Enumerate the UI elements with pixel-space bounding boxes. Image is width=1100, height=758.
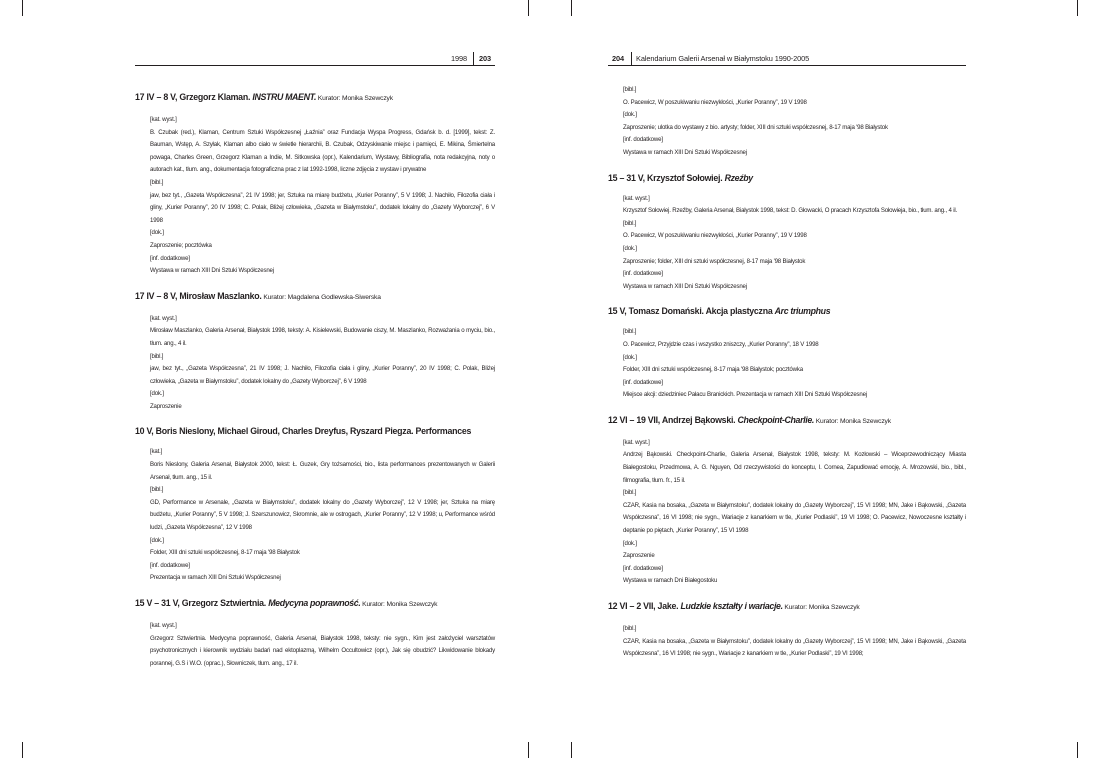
crop-mark [22,0,23,16]
entry-line: [dok.] [150,390,164,398]
entry-line: [kat. wyst.] [150,314,177,322]
entry-line: [inf. dodatkowe] [623,270,663,278]
calendar-entry [608,172,966,294]
left-page [135,0,495,758]
entry-exhibition-title: Checkpoint-Charlie. [737,414,814,425]
entry-line: [inf. dodatkowe] [150,254,190,262]
entry-line: [dok.] [623,353,637,361]
entry-line: Wystawa w ramach XIII Dni Sztuki Współczesnej [623,282,747,290]
page-number: 204 [612,54,625,63]
entry-exhibition-title: Ludzkie kształty i wariacje. [680,601,783,611]
crop-mark [528,742,529,758]
entry-line: [bibl.] [150,486,164,494]
entry-line: Wystawa w ramach XIII Dni Sztuki Współczesnej [150,267,274,275]
crop-mark [571,0,572,16]
running-title: Kalendarium Galerii Arsenał w Białymstoku 1990-2005 [636,54,810,63]
entry-line: Zaproszenie [623,552,655,560]
calendar-entry [608,305,966,402]
entry-line: Grzegorz Sztwiertnia. Medycyna poprawność, Galeria Arsenał, Białystok 1998, teksty: nie sygn., Kim jest założyciel warsztatów psychotronicznych i kierownik wydziału badań nad ektoplazmą, Wilhelm Occultowicz (opr.), Jak się obudzić? Likwidowanie blokady porannej, G.S i W.O. (oprac.), Słowniczek, tłum. ang., 17 il. [150,634,495,667]
entry-line: [kat. wyst.] [150,622,177,629]
entry-line: Miejsce akcji: dziedziniec Pałacu Branickich. Prezentacja w ramach XIII Dni Sztuki Współczesnej [623,391,868,399]
entry-date-artist: 17 IV – 8 V, Mirosław Maszlanko. [135,290,262,301]
running-header [135,52,495,65]
entry-line: [inf. dodatkowe] [623,564,663,572]
entry-body [135,620,495,670]
entry-exhibition-title: INSTRU MAENT. [252,92,317,102]
entry-curator: Kurator: Monika Szewczyk [814,417,891,425]
right-page-content [608,84,966,673]
header-separator [473,52,474,65]
left-page-content [135,91,495,682]
entry-line: jaw, bez tyt., „Gazeta Współczesna”, 21 IV 1998; J. Nachiło, Filozofia ciała i gliny, „Kurier Poranny”, 20 IV 1998; C. Polak, Bliżej człowieka, „Gazeta w Białymstoku”, dodatek lokalny do „Gazety Wyborczej”, 6 V 1998 [150,365,495,385]
entry-exhibition-title: Arc triumphus [774,306,831,317]
entry-line: O. Pacewicz, W poszukiwaniu niezwykłości, „Kurier Poranny”, 19 V 1998 [623,232,807,240]
page-number: 203 [478,54,491,63]
header-rule [608,65,966,66]
entry-line: Andrzej Bąkowski. Checkpoint-Charlie, Galeria Arsenał, Białystok 1998, teksty: M. Kozłowski – Wiceprzewodniczący Miasta Białegostoku, Przedmowa, A. G. Nguyen, Od rzeczywistości do konceptu, I. Cornea, Zapudłować emocję, A. Mrozowski, bio., bibl., filmografia, tłum. fr., 15 il. [623,451,966,484]
crop-mark [571,742,572,758]
entry-line: [bibl.] [623,219,637,227]
calendar-entry [135,91,495,278]
calendar-entry [135,425,495,585]
entry-heading [608,414,966,428]
calendar-entry [608,414,966,588]
entry-body [608,326,966,402]
entry-line: [bibl.] [150,178,164,186]
entry-line: [dok.] [150,536,164,544]
entry-line: Zaproszenie; pocztówka [150,241,212,249]
entry-line: [dok.] [150,229,164,237]
entry-heading [135,425,495,437]
entry-line: CZAR, Kasia na bosaka, „Gazeta w Białymstoku”, dodatek lokalny do „Gazety Wyborczej”, 15 VI 1998; MN, Jake i Bąkowski, „Gazeta Współczesna”, 16 VI 1998; nie sygn., Wariacje z kanarkiem w tle, „Kurier Podlaski”, 19 VI 1998; O. Pacewicz, Nowoczesne kształty i deptanie po piętach, „Kurier Poranny”, 15 VI 1998 [623,501,966,535]
header-separator [631,52,632,65]
entry-line: O. Pacewicz, Przyjdzie czas i wszystko zniszczy, „Kurier Poranny”, 18 V 1998 [623,340,819,348]
crop-mark [22,742,23,758]
entry-line: [inf. dodatkowe] [623,378,663,386]
entry-line: [bibl.] [623,625,637,632]
entry-line: Boris Nieslony, Galeria Arsenał, Białystok 2000, tekst: Ł. Guzek, Gry tożsamości, bio., lista performances prezentowanych w Galerii Arsenał, tłum. ang., 15 il. [150,461,495,481]
entry-line: [kat.] [150,448,163,456]
entry-date-artist: 15 V – 31 V, Grzegorz Sztwiertnia. [135,598,269,608]
entry-body [135,114,495,278]
entry-date-artist: 12 VI – 2 VII, Jake. [608,601,681,611]
calendar-entry [608,600,966,661]
entry-line: [bibl.] [623,489,637,497]
entry-line: Folder, XIII dni sztuki współczesnej, 8-17 maja '98 Białystok; pocztówka [623,366,803,374]
entry-body [608,84,966,160]
entry-line: [bibl.] [623,328,637,336]
entry-line: [bibl.] [623,86,637,93]
running-header [608,52,966,65]
entry-line: [bibl.] [150,352,164,360]
entry-line: [dok.] [623,111,637,119]
running-year: 1998 [450,54,467,63]
entry-line: [dok.] [623,244,637,252]
crop-mark [1077,742,1078,758]
entry-line: Wystawa w ramach Dni Białegostoku [623,577,718,585]
entry-line: Zaproszenie; ulotka do wystawy z bio. artysty; folder, XIII dni sztuki współczesnej, 8-17 maja '98 Białystok [623,123,888,131]
entry-line: CZAR, Kasia na bosaka, „Gazeta w Białymstoku”, dodatek lokalny do „Gazety Wyborczej”, 15 VI 1998; MN, Jake i Bąkowski, „Gazeta Współczesna”, 16 VI 1998; nie sygn., Wariacje z kanarkiem w tle, „Kurier Podlaski”, 19 VI 1998; [623,637,966,658]
entry-date-artist: 15 – 31 V, Krzysztof Sołowiej. [608,172,725,183]
entry-line: [inf. dodatkowe] [150,561,190,569]
entry-line: O. Pacewicz, W poszukiwaniu niezwykłości, „Kurier Poranny”, 19 V 1998 [623,98,807,106]
entry-date-artist: 12 VI – 19 VII, Andrzej Bąkowski. [608,414,738,425]
calendar-entry [135,290,495,414]
entry-line: [kat. wyst.] [623,194,650,202]
entry-line: Wystawa w ramach XIII Dni Sztuki Współczesnej [623,148,747,156]
entry-exhibition-title: Rzeźby [724,172,753,183]
entry-curator: Kurator: Monika Szewczyk [360,601,438,608]
entry-heading [135,597,495,611]
entry-body [135,313,495,414]
entry-line: [kat. wyst.] [150,116,177,123]
entry-date-artist: 17 IV – 8 V, Grzegorz Klaman. [135,92,253,102]
entry-curator: Kurator: Monika Szewczyk [316,95,393,102]
continued-entry [608,84,966,160]
calendar-entry [135,597,495,670]
header-rule [135,65,495,66]
entry-line: [dok.] [623,539,637,547]
entry-line: Zaproszenie [150,402,182,410]
entry-heading [135,290,495,304]
entry-line: [inf. dodatkowe] [623,136,663,144]
entry-heading [608,172,966,184]
entry-heading [608,600,966,614]
entry-exhibition-title: Medycyna poprawność. [268,598,361,608]
entry-curator: Kurator: Monika Szewczyk [782,604,860,611]
crop-mark [528,0,529,16]
entry-line: Krzysztof Sołowiej. Rzeźby, Galeria Arsenał, Białystok 1998, tekst: D. Głowacki, O pracach Krzysztofa Sołowieja, bio., tłum. ang., 4 il. [623,207,958,215]
entry-line: jaw, bez tyt., „Gazeta Współczesna”, 21 IV 1998; jer, Sztuka na miarę budżetu, „Kurier Poranny”, 5 V 1998; J. Nachiło, Filozofia ciała i gliny, „Kurier Poranny”, 20 IV 1998; C. Polak, Bliżej człowieka, „Gazeta w Białymstoku”, dodatek lokalny do „Gazety Wyborczej”, 6 V 1998 [150,191,495,224]
entry-line: [kat. wyst.] [623,438,650,446]
entry-line: GD, Performance w Arsenale, „Gazeta w Białymstoku”, dodatek lokalny do „Gazety Wyborczej”, 12 V 1998; jer, Sztuka na miarę budżetu, „Kurier Poranny”, 5 V 1998; J. Szerszunowicz, Skromnie, ale w ostrogach, „Kurier Poranny”, 12 V 1998; u, Performance wśród ludzi, „Gazeta Współczesna”, 12 V 1998 [150,498,495,532]
entry-line: Mirosław Maszlanko, Galeria Arsenał, Białystok 1998, teksty: A. Kisielewski, Budowanie ciszy, M. Maszlanko, Rozważania o myciu, bio., tłum. ang., 4 il. [150,327,495,347]
entry-heading [608,305,966,317]
entry-body [608,623,966,661]
crop-mark [1077,0,1078,16]
entry-line: Folder, XIII dni sztuki współczesnej, 8-17 maja '98 Białystok [150,549,300,557]
entry-body [135,446,495,585]
entry-date-artist: 15 V, Tomasz Domański. Akcja plastyczna [608,306,775,317]
entry-line: Zaproszenie; folder, XIII dni sztuki współczesnej, 8-17 maja '98 Białystok [623,257,806,265]
entry-line: Prezentacja w ramach XIII Dni Sztuki Współczesnej [150,574,281,582]
entry-body [608,193,966,294]
entry-body [608,437,966,588]
right-page [608,0,966,758]
entry-curator: Kurator: Magdalena Godlewska-Siwerska [261,293,381,301]
entry-line: B. Czubak (red.), Klaman, Centrum Sztuki Współczesnej „Łaźnia” oraz Fundacja Wyspa Progress, Gdańsk b. d. [1999], tekst: Z. Bauman, Wstęp, A. Szyłak, Klaman albo ciało w świetle hierarchii, B. Czubak, Odzyskiwanie miejsc i pamięci, E. Mikina, Śmiertelna powaga, Charles Green, Grzegorz Klaman a Indie, M. Sitkowska (opr.), Kalendarium, Wystawy, Bibliografia, nota redakcyjna, noty o autorach kat., tłum. ang., dokumentacja fotograficzna prac z lat 1992-1998, liczne zdjęcia z wystaw i prywatne [150,128,495,174]
entry-heading [135,91,495,105]
entry-date-artist: 10 V, Boris Nieslony, Michael Giroud, Charles Dreyfus, Ryszard Piegza. Performances [135,426,472,437]
